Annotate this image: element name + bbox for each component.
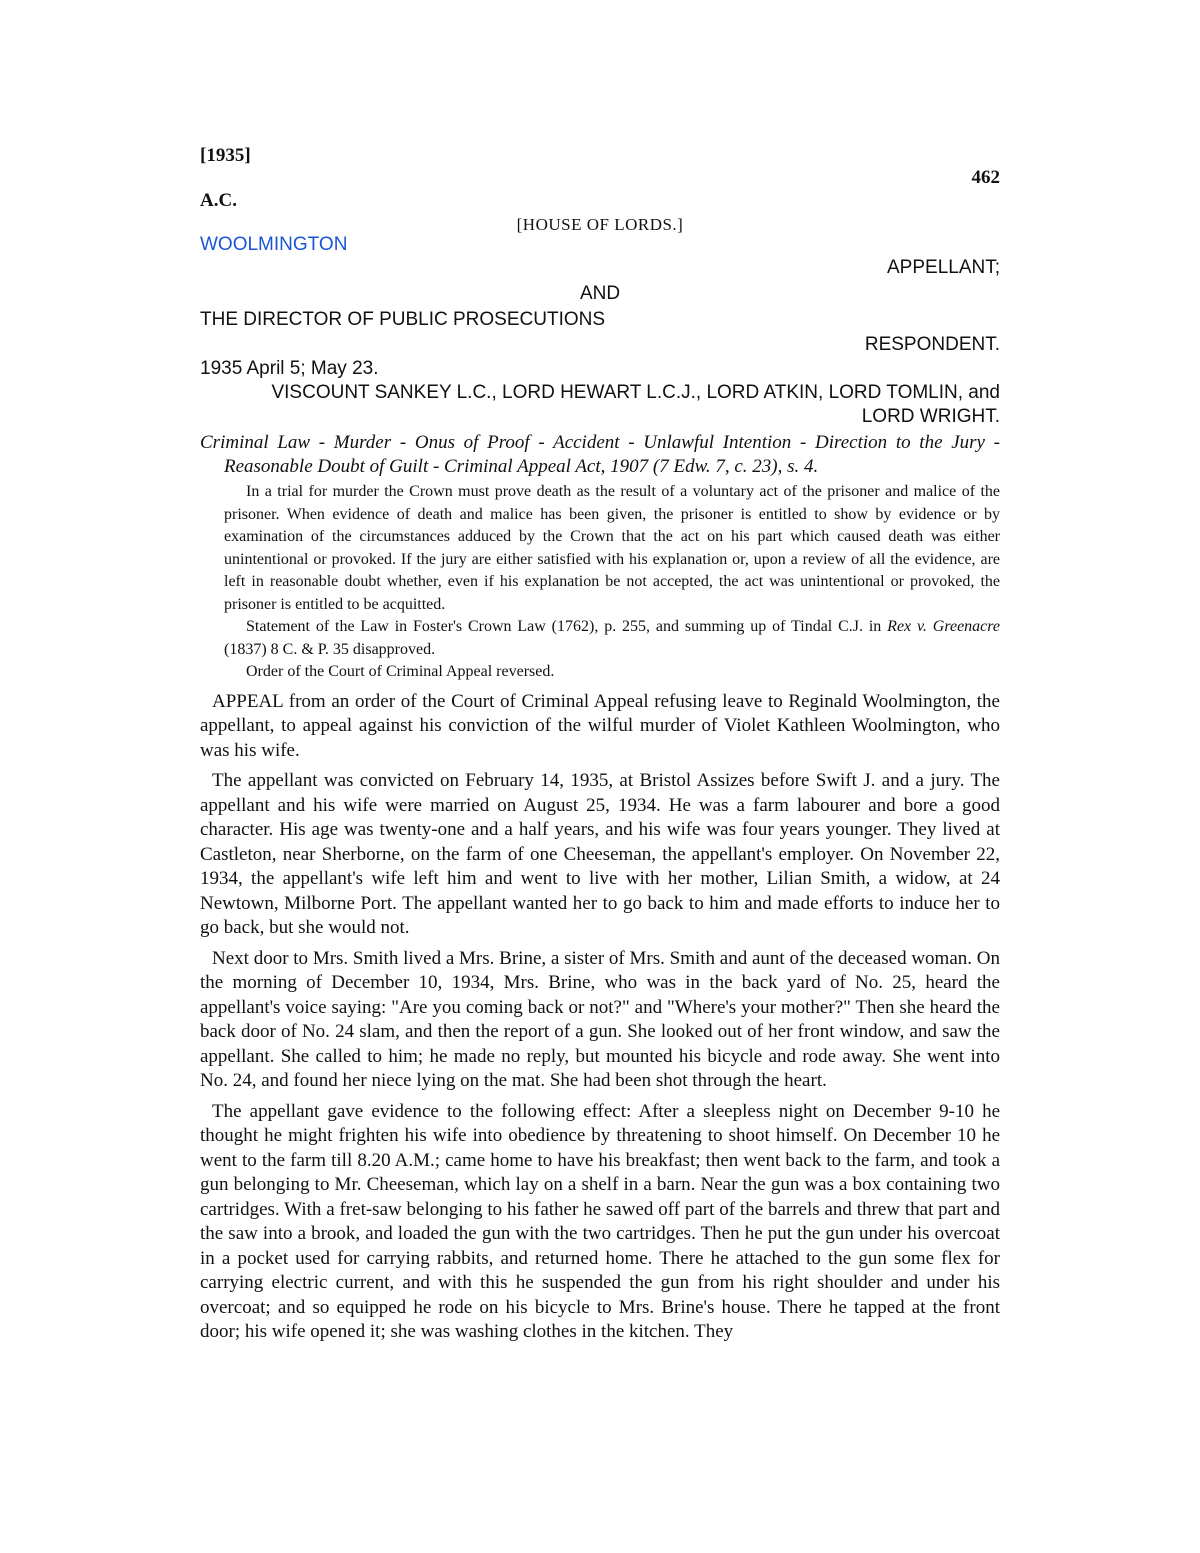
headnote-case-name: Rex v. Greenacre xyxy=(887,618,1001,635)
appellant-name-link[interactable]: WOOLMINGTON xyxy=(200,234,348,255)
page-number: 462 xyxy=(971,167,1000,188)
paragraph-conviction: The appellant was convicted on February 14, 1935, at Bristol Assizes before Swift J. and a jury. The appellant and his wife were married on August 25, 1934. He was a farm labourer and bore a good character. His age was twenty-one and a half years, and his wife was four years younger. They lived at Castleton, near Sherborne, on the farm of one Cheeseman, the appellant's employer. On November 22, 1934, the appellant's wife left him and went to live with her mother, Lilian Smith, a widow, at 24 Newtown, Milborne Port. The appellant wanted her to go back to him and made efforts to induce her to go back, but she would not. xyxy=(200,770,1000,938)
headnote-holding: In a trial for murder the Crown must prove death as the result of a voluntary act of the prisoner and malice of the prisoner. When evidence of death and malice has been given, the prisoner is entitled to show by evidence or by examination of the circumstances adduced by the Crown that the act on his part which caused death was either unintentional or provoked. If the jury are either satisfied with his explanation or, upon a review of all the evidence, are left in reasonable doubt whether, even if his explanation be not accepted, the act was unintentional or provoked, the prisoner is entitled to be acquitted. xyxy=(224,483,1000,613)
headnote-order: Order of the Court of Criminal Appeal reversed. xyxy=(246,663,555,680)
headnote-statement-after: (1837) 8 C. & P. 35 disapproved. xyxy=(224,640,436,658)
paragraph-appellant-evidence: The appellant gave evidence to the following effect: After a sleepless night on December 9-10 he thought he might frighten his wife into obedience by threatening to shoot himself. On December 10 he went to the farm till 8.20 A.M.; came home to have his breakfast; then went back to the farm, and took a gun belonging to Mr. Cheeseman, which lay on a shelf in a barn. Near the gun was a box containing two cartridges. With a fret-saw belonging to his father he sawed off part of the barrels and threw that part and the saw into a brook, and loaded the gun with the two cartridges. Then he put the gun under his overcoat in a pocket used for carrying rabbits, and returned home. There he attached to the gun some flex for carrying electric current, and with this he suspended the gun from his right shoulder and under his overcoat; and so equipped he rode on his bicycle to Mrs. Brine's house. There he tapped at the front door; his wife opened it; she was washing clothes in the kitchen. They xyxy=(200,1100,1000,1342)
judgment-body xyxy=(200,357,1000,1345)
judges-list: VISCOUNT SANKEY L.C., LORD HEWART L.C.J., LORD ATKIN, LORD TOMLIN, and LORD WRIGHT. xyxy=(271,382,1000,427)
parties-and: AND xyxy=(579,283,621,304)
headnote-statement xyxy=(224,616,1000,661)
headnote xyxy=(224,481,1000,684)
appellant-role: APPELLANT; xyxy=(887,257,1000,278)
headnote-statement-before: Statement of the Law in Foster's Crown Law (1762), p. 255, and summing up of Tindal C.J. in xyxy=(246,618,882,635)
paragraph-appeal: APPEAL from an order of the Court of Criminal Appeal refusing leave to Reginald Woolmington, the appellant, to appeal against his conviction of the wilful murder of Violet Kathleen Woolmington, who was his wife. xyxy=(200,690,1000,761)
hearing-dates: 1935 April 5; May 23. xyxy=(200,358,379,379)
catchwords: Criminal Law - Murder - Onus of Proof - Accident - Unlawful Intention - Direction to the Jury - Reasonable Doubt of Guilt - Criminal Appeal Act, 1907 (7 Edw. 7, c. 23), s. 4. xyxy=(200,432,1000,477)
report-year: [1935] xyxy=(200,145,251,166)
report-series: A.C. xyxy=(200,190,237,211)
respondent-role: RESPONDENT. xyxy=(864,334,1000,355)
court-name: [HOUSE OF LORDS.] xyxy=(516,215,684,234)
paragraph-mrs-brine: Next door to Mrs. Smith lived a Mrs. Brine, a sister of Mrs. Smith and aunt of the deceased woman. On the morning of December 10, 1934, Mrs. Brine, who was in the back yard of No. 25, heard the appellant's voice saying: "Are you coming back or not?" and "Where's your mother?" Then she heard the back door of No. 24 slam, and then the report of a gun. She looked out of her front window, and saw the appellant. She called to him; he made no reply, but mounted his bicycle and rode away. She went into No. 24, and found her niece lying on the mat. She had been shot through the heart. xyxy=(200,947,1000,1091)
respondent-name: THE DIRECTOR OF PUBLIC PROSECUTIONS xyxy=(200,309,606,330)
